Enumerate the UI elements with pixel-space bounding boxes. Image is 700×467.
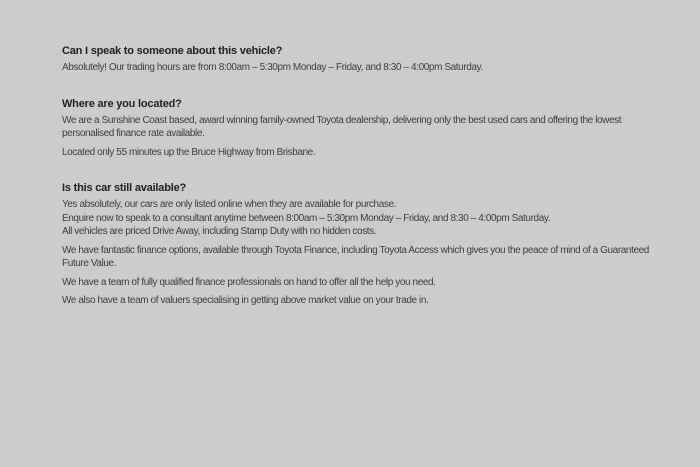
faq-answer-line: Future Value. — [62, 258, 117, 269]
faq-answer-line: We are a Sunshine Coast based, award winning family-owned Toyota dealership, delivering only the best used cars and offering the lowest — [62, 114, 622, 126]
faq-answer-line: Enquire now to speak to a consultant anytime between 8:00am – 5:30pm Monday – Friday, and 8:30 – 4:00pm Saturday. — [62, 212, 551, 224]
faq-answer-line: Located only 55 minutes up the Bruce Highway from Brisbane. — [62, 146, 316, 158]
faq-answer-line: All vehicles are priced Drive Away, including Stamp Duty with no hidden costs. — [62, 226, 377, 237]
faq-answer-paragraph — [62, 198, 670, 239]
faq-question: Where are you located? — [62, 97, 182, 110]
faq-section-availability — [62, 181, 670, 308]
faq-answer-paragraph — [62, 61, 670, 75]
faq-answer-paragraph — [62, 114, 670, 141]
faq-question: Is this car still available? — [62, 182, 187, 194]
faq-question: Can I speak to someone about this vehicle? — [62, 45, 283, 57]
faq-answer-line: personalised finance rate available. — [62, 128, 205, 139]
faq-answer-line: We have fantastic finance options, available through Toyota Finance, including Toyota Access which gives you the peace of mind of a Guaranteed — [62, 244, 649, 256]
faq-answer-paragraph — [62, 244, 670, 271]
faq-answer-line: We have a team of fully qualified finance professionals on hand to offer all the help you need. — [62, 276, 436, 288]
faq-answer-line: Yes absolutely, our cars are only listed online when they are available for purchase. — [62, 199, 396, 210]
faq-answer-line: We also have a team of valuers specialising in getting above market value on your trade in. — [62, 295, 429, 306]
faq-section-location — [62, 97, 670, 160]
faq-answer-line: Absolutely! Our trading hours are from 8:00am – 5:30pm Monday – Friday, and 8:30 – 4:00pm Saturday. — [62, 62, 483, 73]
faq-answer-paragraph — [62, 146, 670, 160]
faq-answer-paragraph — [62, 294, 670, 308]
faq-answer-paragraph — [62, 276, 670, 290]
faq-section-speak-to-someone — [62, 44, 670, 75]
